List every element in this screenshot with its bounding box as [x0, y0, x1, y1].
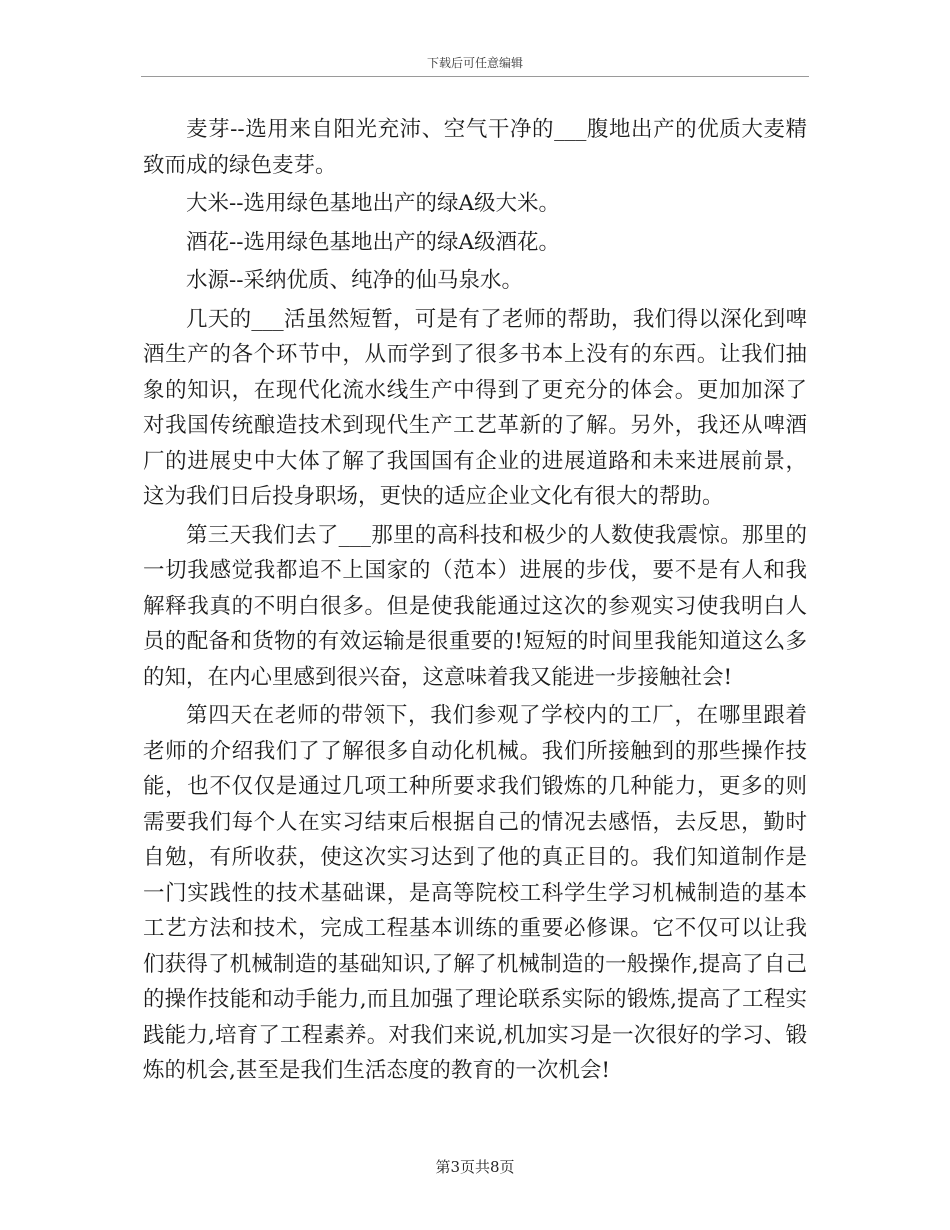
header-divider	[141, 76, 809, 77]
page-number: 第3页共8页	[435, 1158, 515, 1176]
paragraph-hops: 酒花--选用绿色基地出产的绿A级酒花。	[186, 229, 561, 255]
paragraph-malt: 麦芽--选用来自阳光充沛、空气干净的___腹地出产的优质大麦精致而成的绿色麦芽。	[143, 117, 807, 178]
paragraph-brewery-reflection: 几天的___活虽然短暂，可是有了老师的帮助，我们得以深化到啤酒生产的各个环节中，从而学到了很多书本上没有的东西。让我们抽象的知识，在现代化流水线生产中得到了更充分的体会。更加加深了对我国传统酿造技术到现代生产工艺革新的了解。另外，我还从啤酒厂的进展史中大体了解了我国国有企业的进展道路和未来进展前景，这为我们日后投身职场，更快的适应企业文化有很大的帮助。	[143, 306, 807, 509]
document-body	[143, 112, 807, 1089]
paragraph-day-three: 第三天我们去了___那里的高科技和极少的人数使我震惊。那里的一切我感觉我都追不上国家的（范本）进展的步伐，要不是有人和我解释我真的不明白很多。但是使我能通过这次的参观实习使我明白人员的配备和货物的有效运输是很重要的!短短的时间里我能知道这么多的知，在内心里感到很兴奋，这意味着我又能进一步接触社会!	[143, 522, 807, 690]
paragraph-water: 水源--采纳优质、纯净的仙马泉水。	[186, 268, 524, 293]
paragraph-rice: 大米--选用绿色基地出产的绿A级大米。	[186, 191, 561, 216]
paragraph-day-four: 第四天在老师的带领下，我们参观了学校内的工厂，在哪里跟着老师的介绍我们了了解很多自动化机械。我们所接触到的那些操作技能，也不仅仅是通过几项工种所要求我们锻炼的几种能力，更多的则需要我们每个人在实习结束后根据自己的情况去感悟，去反思，勤时自勉，有所收获，使这次实习达到了他的真正目的。我们知道制作是一门实践性的技术基础课，是高等院校工科学生学习机械制造的基本工艺方法和技术，完成工程基本训练的重要必修课。它不仅可以让我们获得了机械制造的基础知识,了解了机械制造的一般操作,提高了自己的操作技能和动手能力,而且加强了理论联系实际的锻炼,提高了工程实践能力,培育了工程素养。对我们来说,机加实习是一次很好的学习、锻炼的机会,甚至是我们生活态度的教育的一次机会!	[143, 703, 807, 1083]
page-header: 下载后可任意编辑	[426, 56, 523, 70]
